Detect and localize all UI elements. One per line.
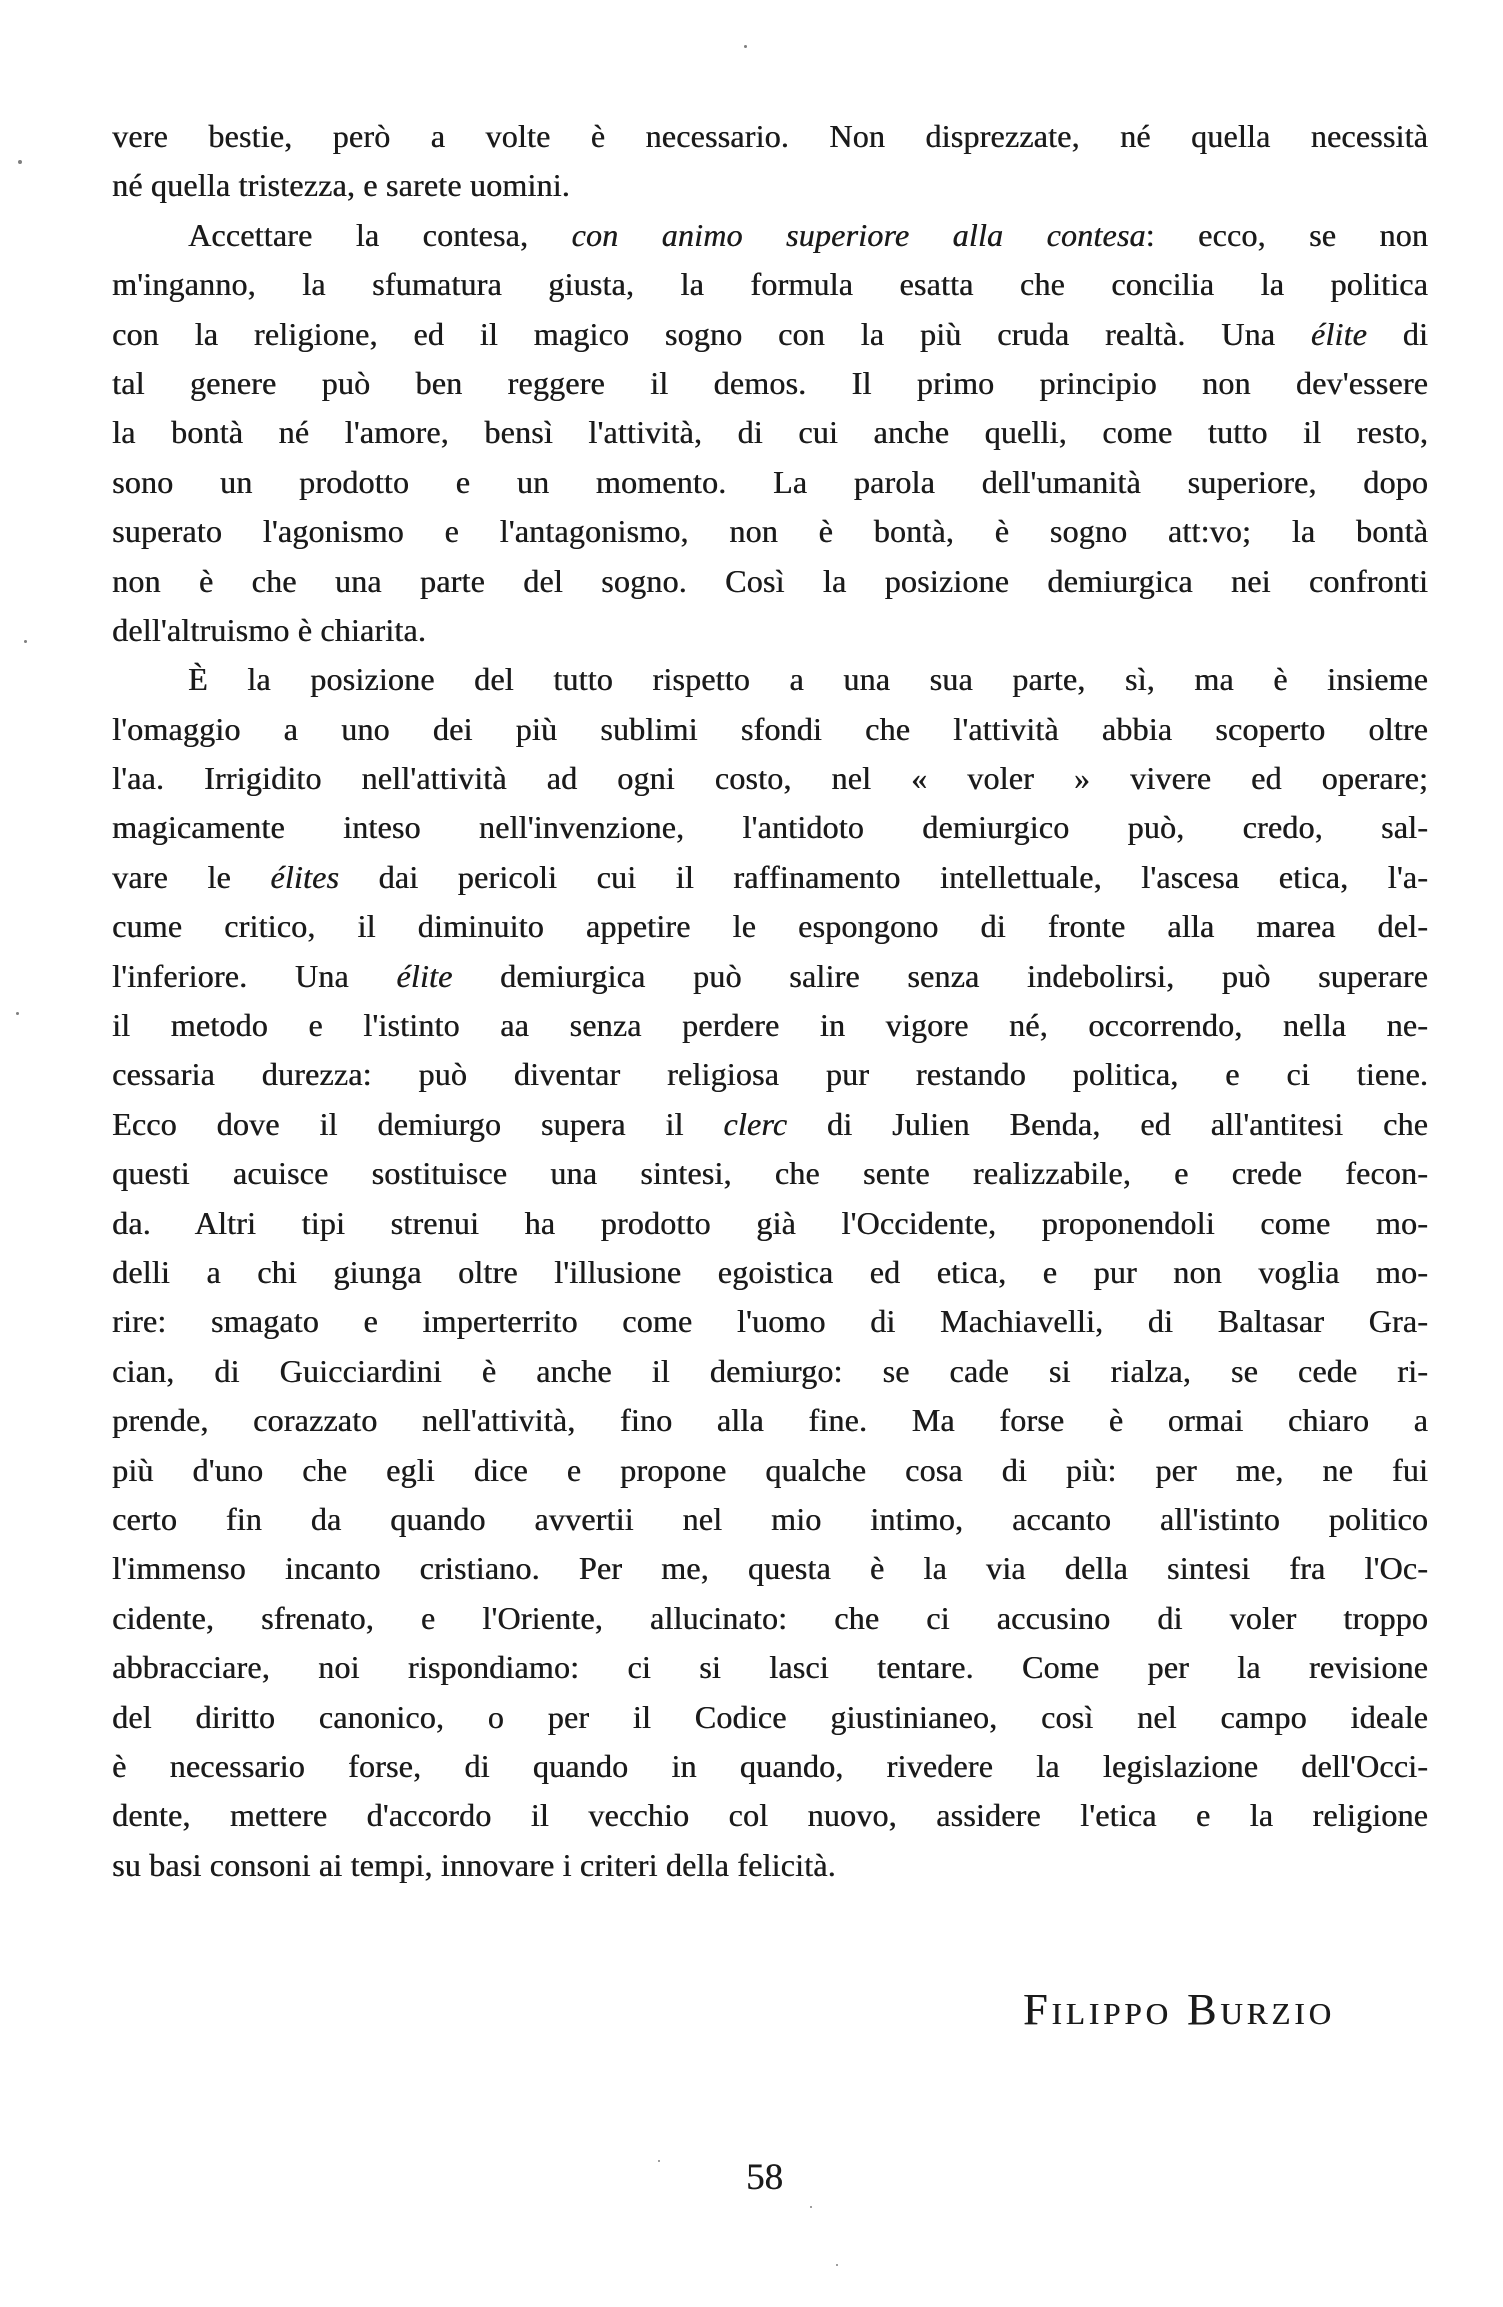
text-line: né quella tristezza, e sarete uomini. [112,167,570,204]
text-line: Accettare la contesa, con animo superiore alla contesa: ecco, se non [188,216,1428,253]
text-line: su basi consoni ai tempi, innovare i criteri della felicità. [112,1846,836,1883]
text-line: l'omaggio a uno dei più sublimi sfondi che l'attività abbia scoperto oltre [112,710,1428,747]
scan-speck [744,45,747,48]
text-line: da. Altri tipi strenui ha prodotto già l'Occidente, proponendoli come mo- [112,1204,1428,1241]
text-line: rire: smagato e imperterrito come l'uomo di Machiavelli, di Baltasar Gra- [112,1303,1428,1340]
scan-speck [810,2206,812,2208]
text-line: vere bestie, però a volte è necessario. Non disprezzate, né quella necessità [112,118,1428,154]
text-line: Ecco dove il demiurgo supera il clerc di Julien Benda, ed all'antitesi che [112,1105,1428,1142]
text-line: cidente, sfrenato, e l'Oriente, allucinato: che ci accusino di voler troppo [112,1599,1428,1636]
text-line: vare le élites dai pericoli cui il raffinamento intellettuale, l'ascesa etica, l'a- [112,858,1428,895]
text-line: non è che una parte del sogno. Così la posizione demiurgica nei confronti [112,562,1428,599]
body-text [112,112,1428,1890]
text-line: sono un prodotto e un momento. La parola dell'umanità superiore, dopo [112,463,1428,500]
text-line: prende, corazzato nell'attività, fino alla fine. Ma forse è ormai chiaro a [112,1402,1428,1439]
text-line: superato l'agonismo e l'antagonismo, non è bontà, è sogno att:vo; la bontà [112,513,1428,550]
text-line: più d'uno che egli dice e propone qualche cosa di più: per me, ne fui [112,1451,1428,1488]
scan-speck [658,2160,660,2162]
text-line: dente, mettere d'accordo il vecchio col nuovo, assidere l'etica e la religione [112,1797,1428,1834]
page-number: 58 [746,2157,783,2198]
text-line: cume critico, il diminuito appetire le espongono di fronte alla marea del- [112,908,1428,945]
text-line: il metodo e l'istinto aa senza perdere in vigore né, occorrendo, nella ne- [112,1007,1428,1044]
text-line: la bontà né l'amore, bensì l'attività, di cui anche quelli, come tutto il resto, [112,414,1428,451]
text-line: l'aa. Irrigidito nell'attività ad ogni costo, nel « voler » vivere ed operare; [112,760,1428,797]
text-line: m'inganno, la sfumatura giusta, la formula esatta che concilia la politica [112,266,1428,303]
text-line: cian, di Guicciardini è anche il demiurgo: se cade si rialza, se cede ri- [112,1352,1428,1389]
text-line: È la posizione del tutto rispetto a una sua parte, sì, ma è insieme [188,661,1428,698]
text-line: con la religione, ed il magico sogno con la più cruda realtà. Una élite di [112,315,1428,352]
text-line: l'immenso incanto cristiano. Per me, questa è la via della sintesi fra l'Oc- [112,1550,1428,1587]
text-line: delli a chi giunga oltre l'illusione egoistica ed etica, e pur non voglia mo- [112,1253,1428,1290]
text-line: dell'altruismo è chiarita. [112,611,426,648]
scan-speck [16,1012,19,1015]
text-line: certo fin da quando avvertii nel mio intimo, accanto all'istinto politico [112,1500,1428,1537]
text-line: cessaria durezza: può diventar religiosa pur restando politica, e ci tiene. [112,1056,1428,1093]
scan-speck [24,640,27,643]
text-line: del diritto canonico, o per il Codice giustinianeo, così nel campo ideale [112,1698,1428,1735]
text-line: questi acuisce sostituisce una sintesi, che sente realizzabile, e crede fecon- [112,1155,1428,1192]
author-signature: Filippo Burzio [1023,1985,1335,2034]
scan-speck [836,2264,838,2266]
text-line: tal genere può ben reggere il demos. Il primo principio non dev'essere [112,364,1428,401]
text-line: l'inferiore. Una élite demiurgica può salire senza indebolirsi, può superare [112,957,1428,994]
text-line: abbracciare, noi rispondiamo: ci si lasci tentare. Come per la revisione [112,1649,1428,1686]
text-line: è necessario forse, di quando in quando, rivedere la legislazione dell'Occi- [112,1747,1428,1784]
text-line: magicamente inteso nell'invenzione, l'antidoto demiurgico può, credo, sal- [112,809,1428,846]
scan-speck [18,160,22,164]
